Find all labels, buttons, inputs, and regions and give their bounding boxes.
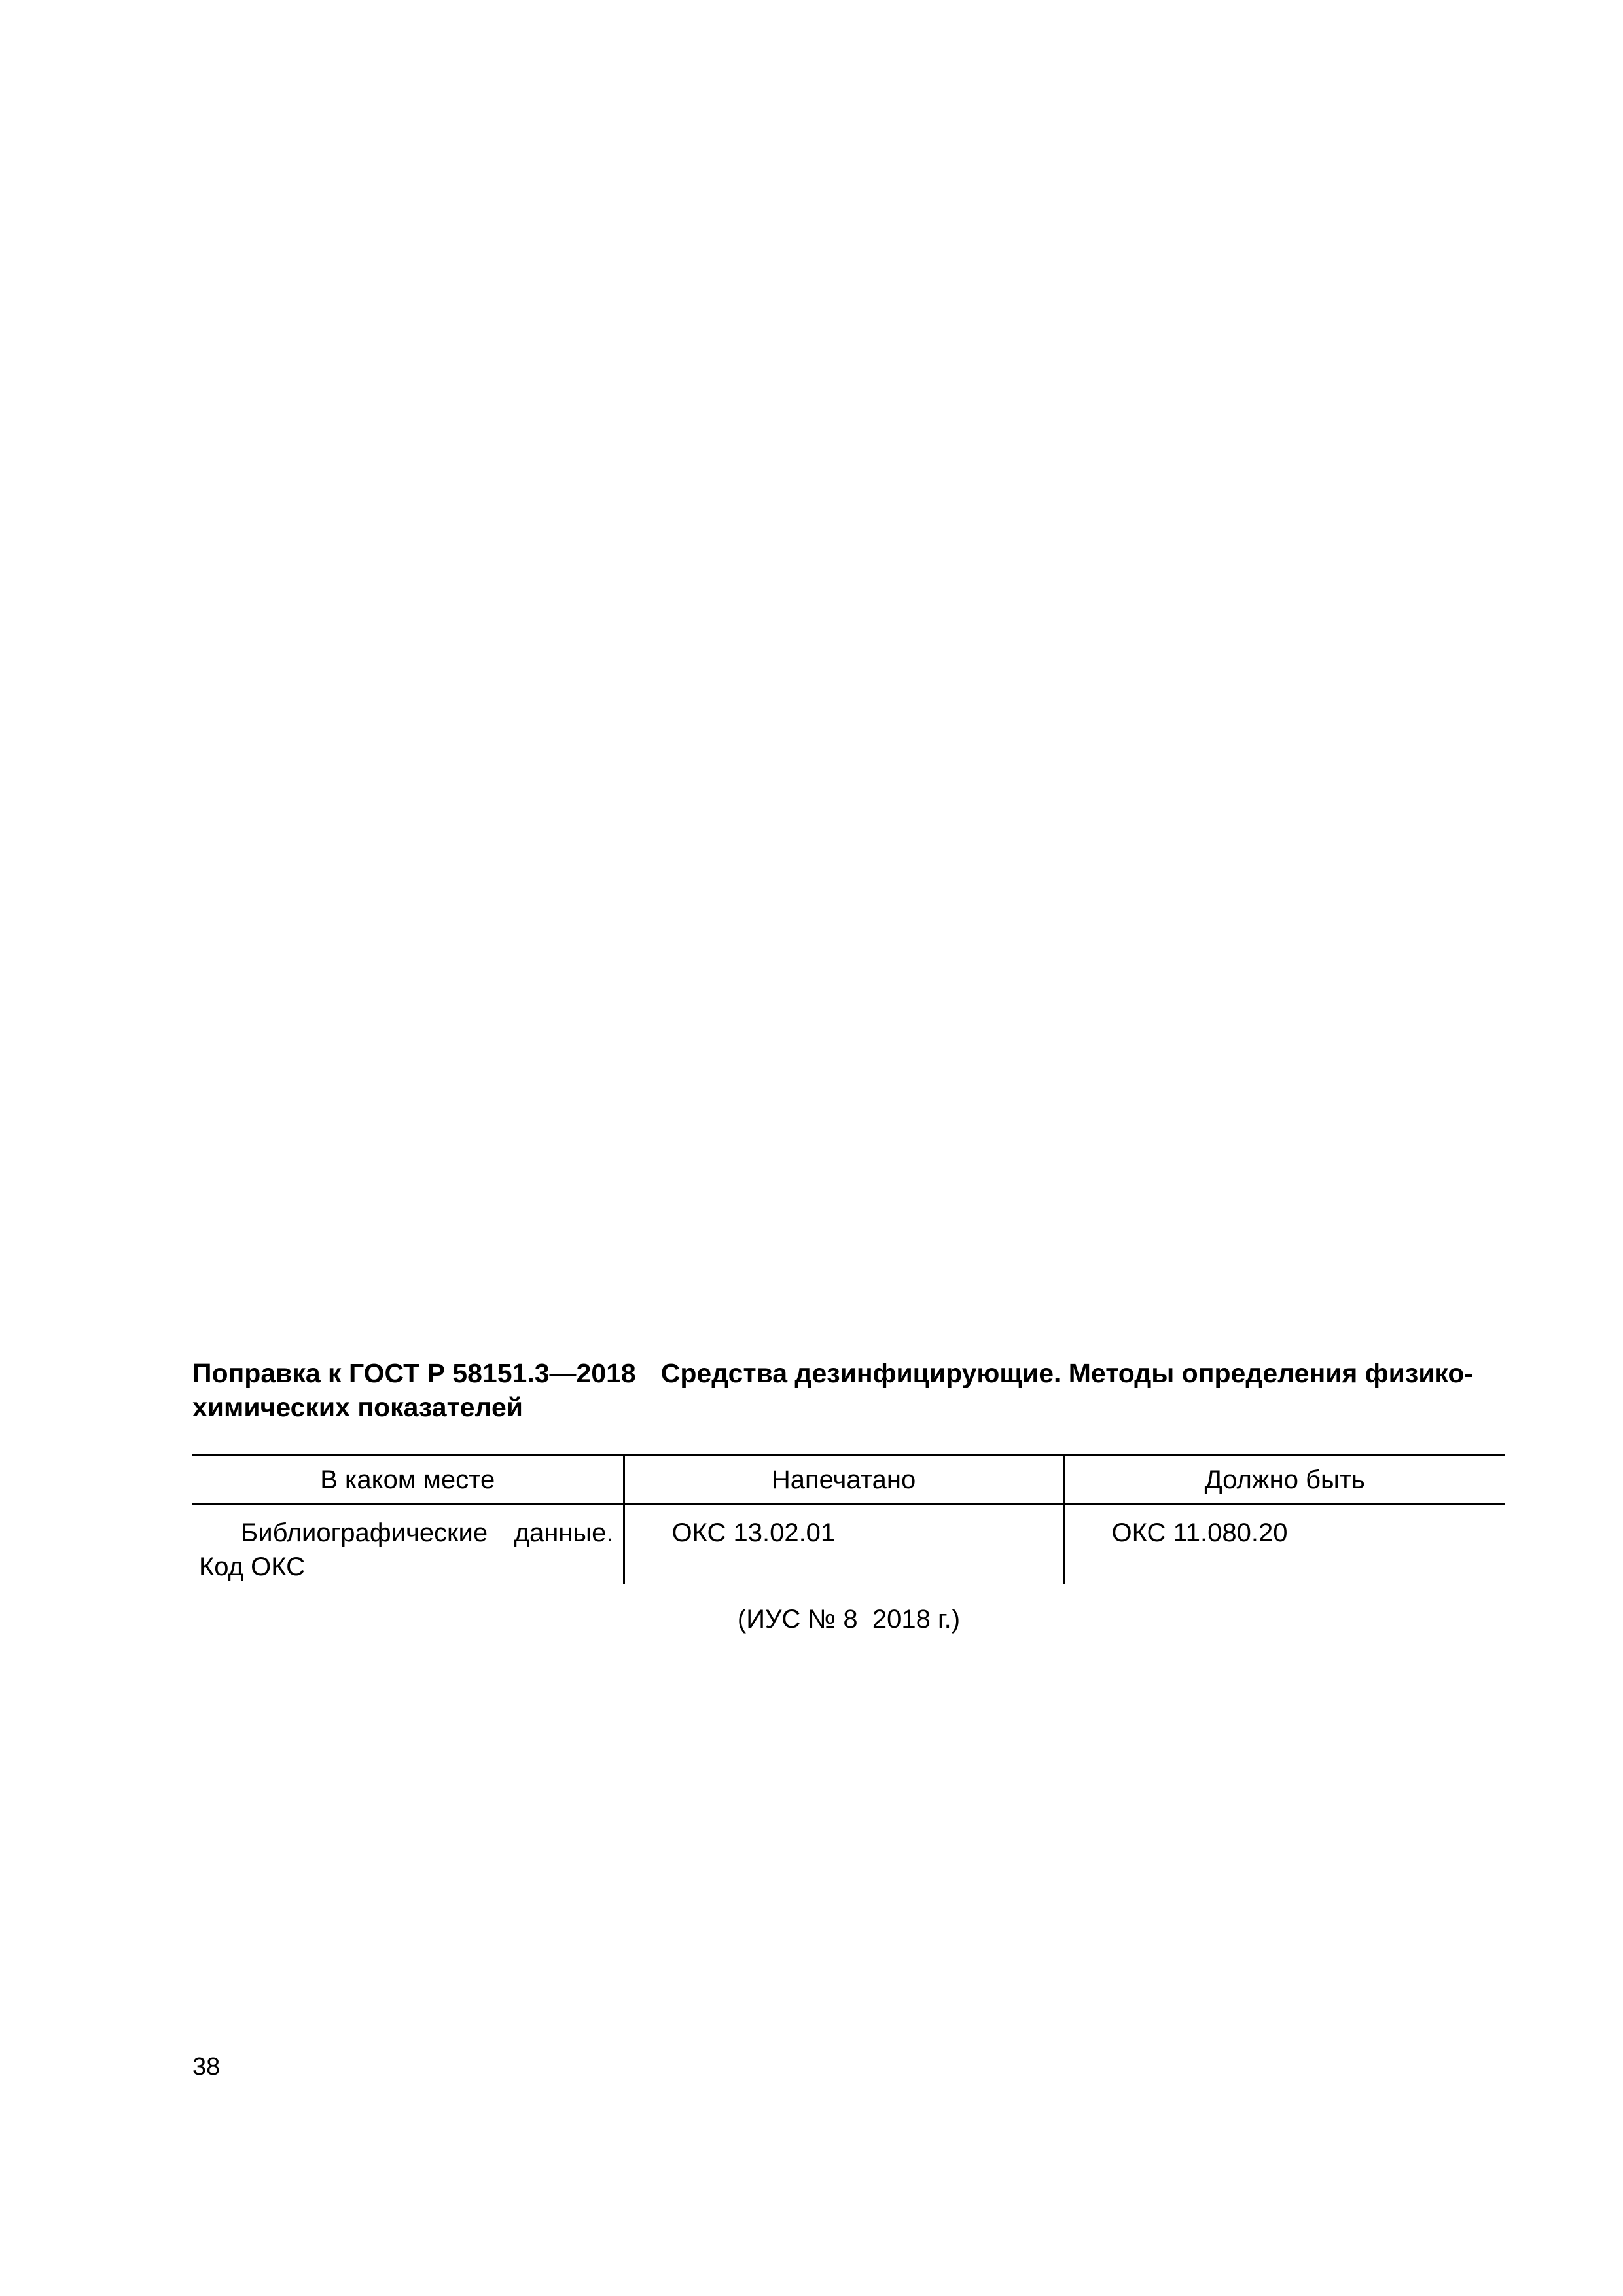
cell-place-text: Библиографические данные. Код ОКС <box>199 1518 614 1581</box>
cell-should-be: ОКС 11.080.20 <box>1063 1505 1505 1585</box>
table-row <box>192 1505 1505 1585</box>
correction-standard-name: Средства дезинфицирующие. Методы определения физико-химических показателей <box>192 1358 1474 1422</box>
page-number: 38 <box>192 2053 221 2081</box>
column-header-should-be: Должно быть <box>1063 1456 1505 1505</box>
correction-standard-code: Поправка к ГОСТ Р 58151.3—2018 <box>192 1358 636 1388</box>
table-header-row <box>192 1456 1505 1505</box>
cell-place <box>192 1505 624 1585</box>
source-note: (ИУС № 8 2018 г.) <box>737 1605 961 1634</box>
correction-table <box>192 1454 1505 1584</box>
column-header-printed: Напечатано <box>624 1456 1063 1505</box>
cell-printed: ОКС 13.02.01 <box>624 1505 1063 1585</box>
correction-title <box>192 1356 1510 1424</box>
column-header-place: В каком месте <box>192 1456 624 1505</box>
